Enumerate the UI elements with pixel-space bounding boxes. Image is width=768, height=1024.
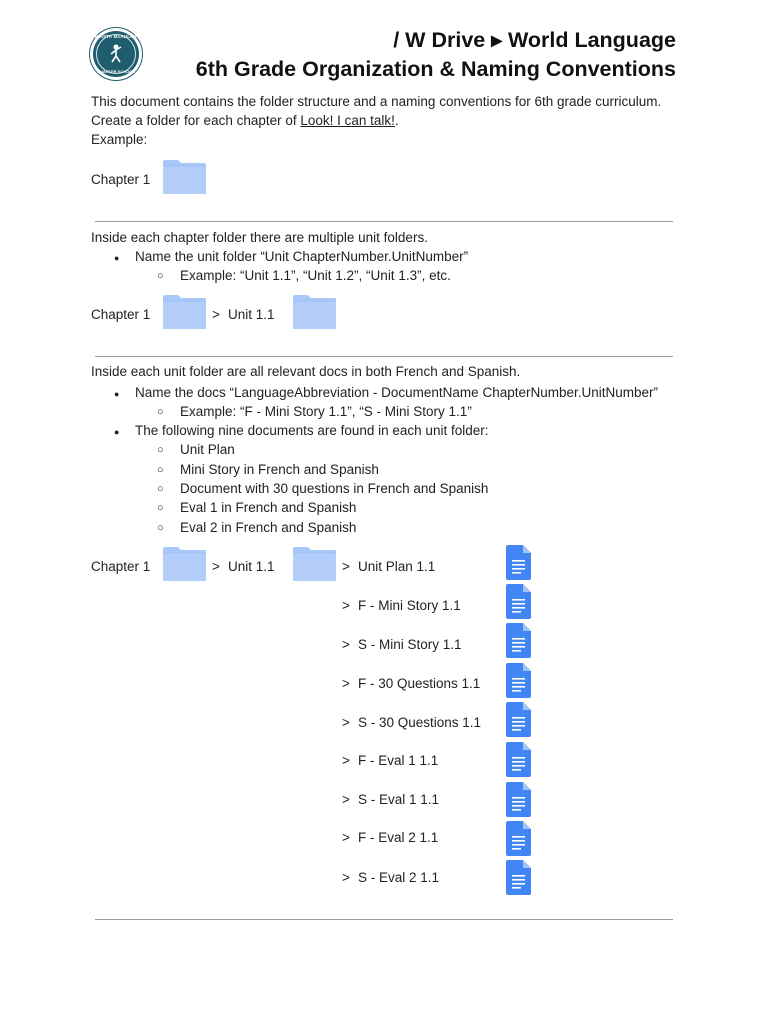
s2-sub-1-marker: ○ [157, 270, 164, 282]
doc-row-label: F - Eval 2 1.1 [358, 830, 439, 845]
s2-intro: Inside each chapter folder there are multiple unit folders. [91, 230, 428, 245]
page-title: 6th Grade Organization & Naming Conventions [195, 57, 676, 81]
google-doc-icon[interactable] [506, 545, 531, 580]
s3-bullet-1-marker: ● [114, 389, 120, 399]
logo-text-bottom: CHARTER SCHOOL [97, 69, 135, 74]
google-doc-icon[interactable] [506, 860, 531, 895]
s3-sub-item: Mini Story in French and Spanish [180, 462, 379, 477]
doc-row-label: F - 30 Questions 1.1 [358, 676, 481, 691]
s3-bullet-1: Name the docs “LanguageAbbreviation - DocumentName ChapterNumber.UnitNumber” [135, 385, 659, 400]
logo-figure-icon [107, 43, 125, 63]
s3-sub-1-marker: ○ [157, 406, 164, 418]
doc-row-label: F - Eval 1 1.1 [358, 753, 439, 768]
divider-2 [95, 356, 673, 357]
s3-sub-1: Example: “F - Mini Story 1.1”, “S - Mini Story 1.1” [180, 404, 472, 419]
s2-chapter-folder-icon [162, 294, 207, 330]
s2-bullet-1: Name the unit folder “Unit ChapterNumber.UnitNumber” [135, 249, 469, 264]
doc-row-label: Unit Plan 1.1 [358, 559, 436, 574]
google-doc-icon[interactable] [506, 821, 531, 856]
s1-chapter-folder-icon [162, 159, 207, 195]
s2-unit-label: Unit 1.1 [228, 307, 275, 322]
doc-row-arrow: > [342, 598, 350, 613]
s2-unit-folder-icon [292, 294, 337, 330]
doc-row-arrow: > [342, 830, 350, 845]
google-doc-icon[interactable] [506, 742, 531, 777]
doc-row-arrow: > [342, 870, 350, 885]
s1-chapter-label: Chapter 1 [91, 172, 151, 187]
s3-arrow-unit: > [212, 559, 220, 574]
google-doc-icon[interactable] [506, 702, 531, 737]
google-doc-icon[interactable] [506, 782, 531, 817]
google-doc-icon[interactable] [506, 584, 531, 619]
divider-3 [95, 919, 673, 920]
s3-intro: Inside each unit folder are all relevant docs in both French and Spanish. [91, 364, 521, 379]
s3-sub-item: Document with 30 questions in French and Spanish [180, 481, 489, 496]
example-label: Example: [91, 132, 148, 147]
doc-row-label: S - Eval 1 1.1 [358, 792, 440, 807]
page-title-path: / W Drive ▸ World Language [393, 28, 676, 52]
s3-sub-item-marker: ○ [157, 464, 164, 476]
s3-sub-item: Unit Plan [180, 442, 235, 457]
s3-sub-item-marker: ○ [157, 502, 164, 514]
s3-bullet-2: The following nine documents are found in each unit folder: [135, 423, 489, 438]
doc-row-arrow: > [342, 792, 350, 807]
s2-bullet-1-marker: ● [114, 253, 120, 263]
doc-row-arrow: > [342, 637, 350, 652]
school-logo [90, 28, 142, 80]
google-doc-icon[interactable] [506, 663, 531, 698]
doc-row-label: S - Mini Story 1.1 [358, 637, 462, 652]
s3-unit-label: Unit 1.1 [228, 559, 275, 574]
s3-sub-item: Eval 2 in French and Spanish [180, 520, 357, 535]
s2-arrow: > [212, 307, 220, 322]
doc-row-label: S - 30 Questions 1.1 [358, 715, 482, 730]
s3-chapter-label: Chapter 1 [91, 559, 151, 574]
divider-1 [95, 221, 673, 222]
s3-chapter-folder-icon [162, 546, 207, 582]
s3-sub-item-marker: ○ [157, 483, 164, 495]
intro-line-2-suffix: . [394, 113, 399, 128]
doc-row-label: F - Mini Story 1.1 [358, 598, 461, 613]
google-doc-icon[interactable] [506, 623, 531, 658]
intro-line-2 [91, 113, 399, 129]
doc-row-arrow: > [342, 676, 350, 691]
s3-unit-folder-icon [292, 546, 337, 582]
s2-sub-1: Example: “Unit 1.1”, “Unit 1.2”, “Unit 1.3”, etc. [180, 268, 451, 283]
doc-row-arrow: > [342, 559, 350, 574]
logo-text-top: CHRISTA McAULIFFE [91, 34, 141, 39]
s3-sub-item-marker: ○ [157, 522, 164, 534]
doc-row-arrow: > [342, 715, 350, 730]
intro-line-2-prefix: Create a folder for each chapter of [91, 113, 301, 128]
doc-row-label: S - Eval 2 1.1 [358, 870, 440, 885]
intro-line-1: This document contains the folder structure and a naming conventions for 6th grade curriculum. [91, 94, 662, 109]
s2-chapter-label: Chapter 1 [91, 307, 151, 322]
doc-row-arrow: > [342, 753, 350, 768]
book-title-link[interactable]: Look! I can talk! [300, 113, 395, 128]
s3-sub-item-marker: ○ [157, 444, 164, 456]
s3-bullet-2-marker: ● [114, 427, 120, 437]
s3-sub-item: Eval 1 in French and Spanish [180, 500, 357, 515]
